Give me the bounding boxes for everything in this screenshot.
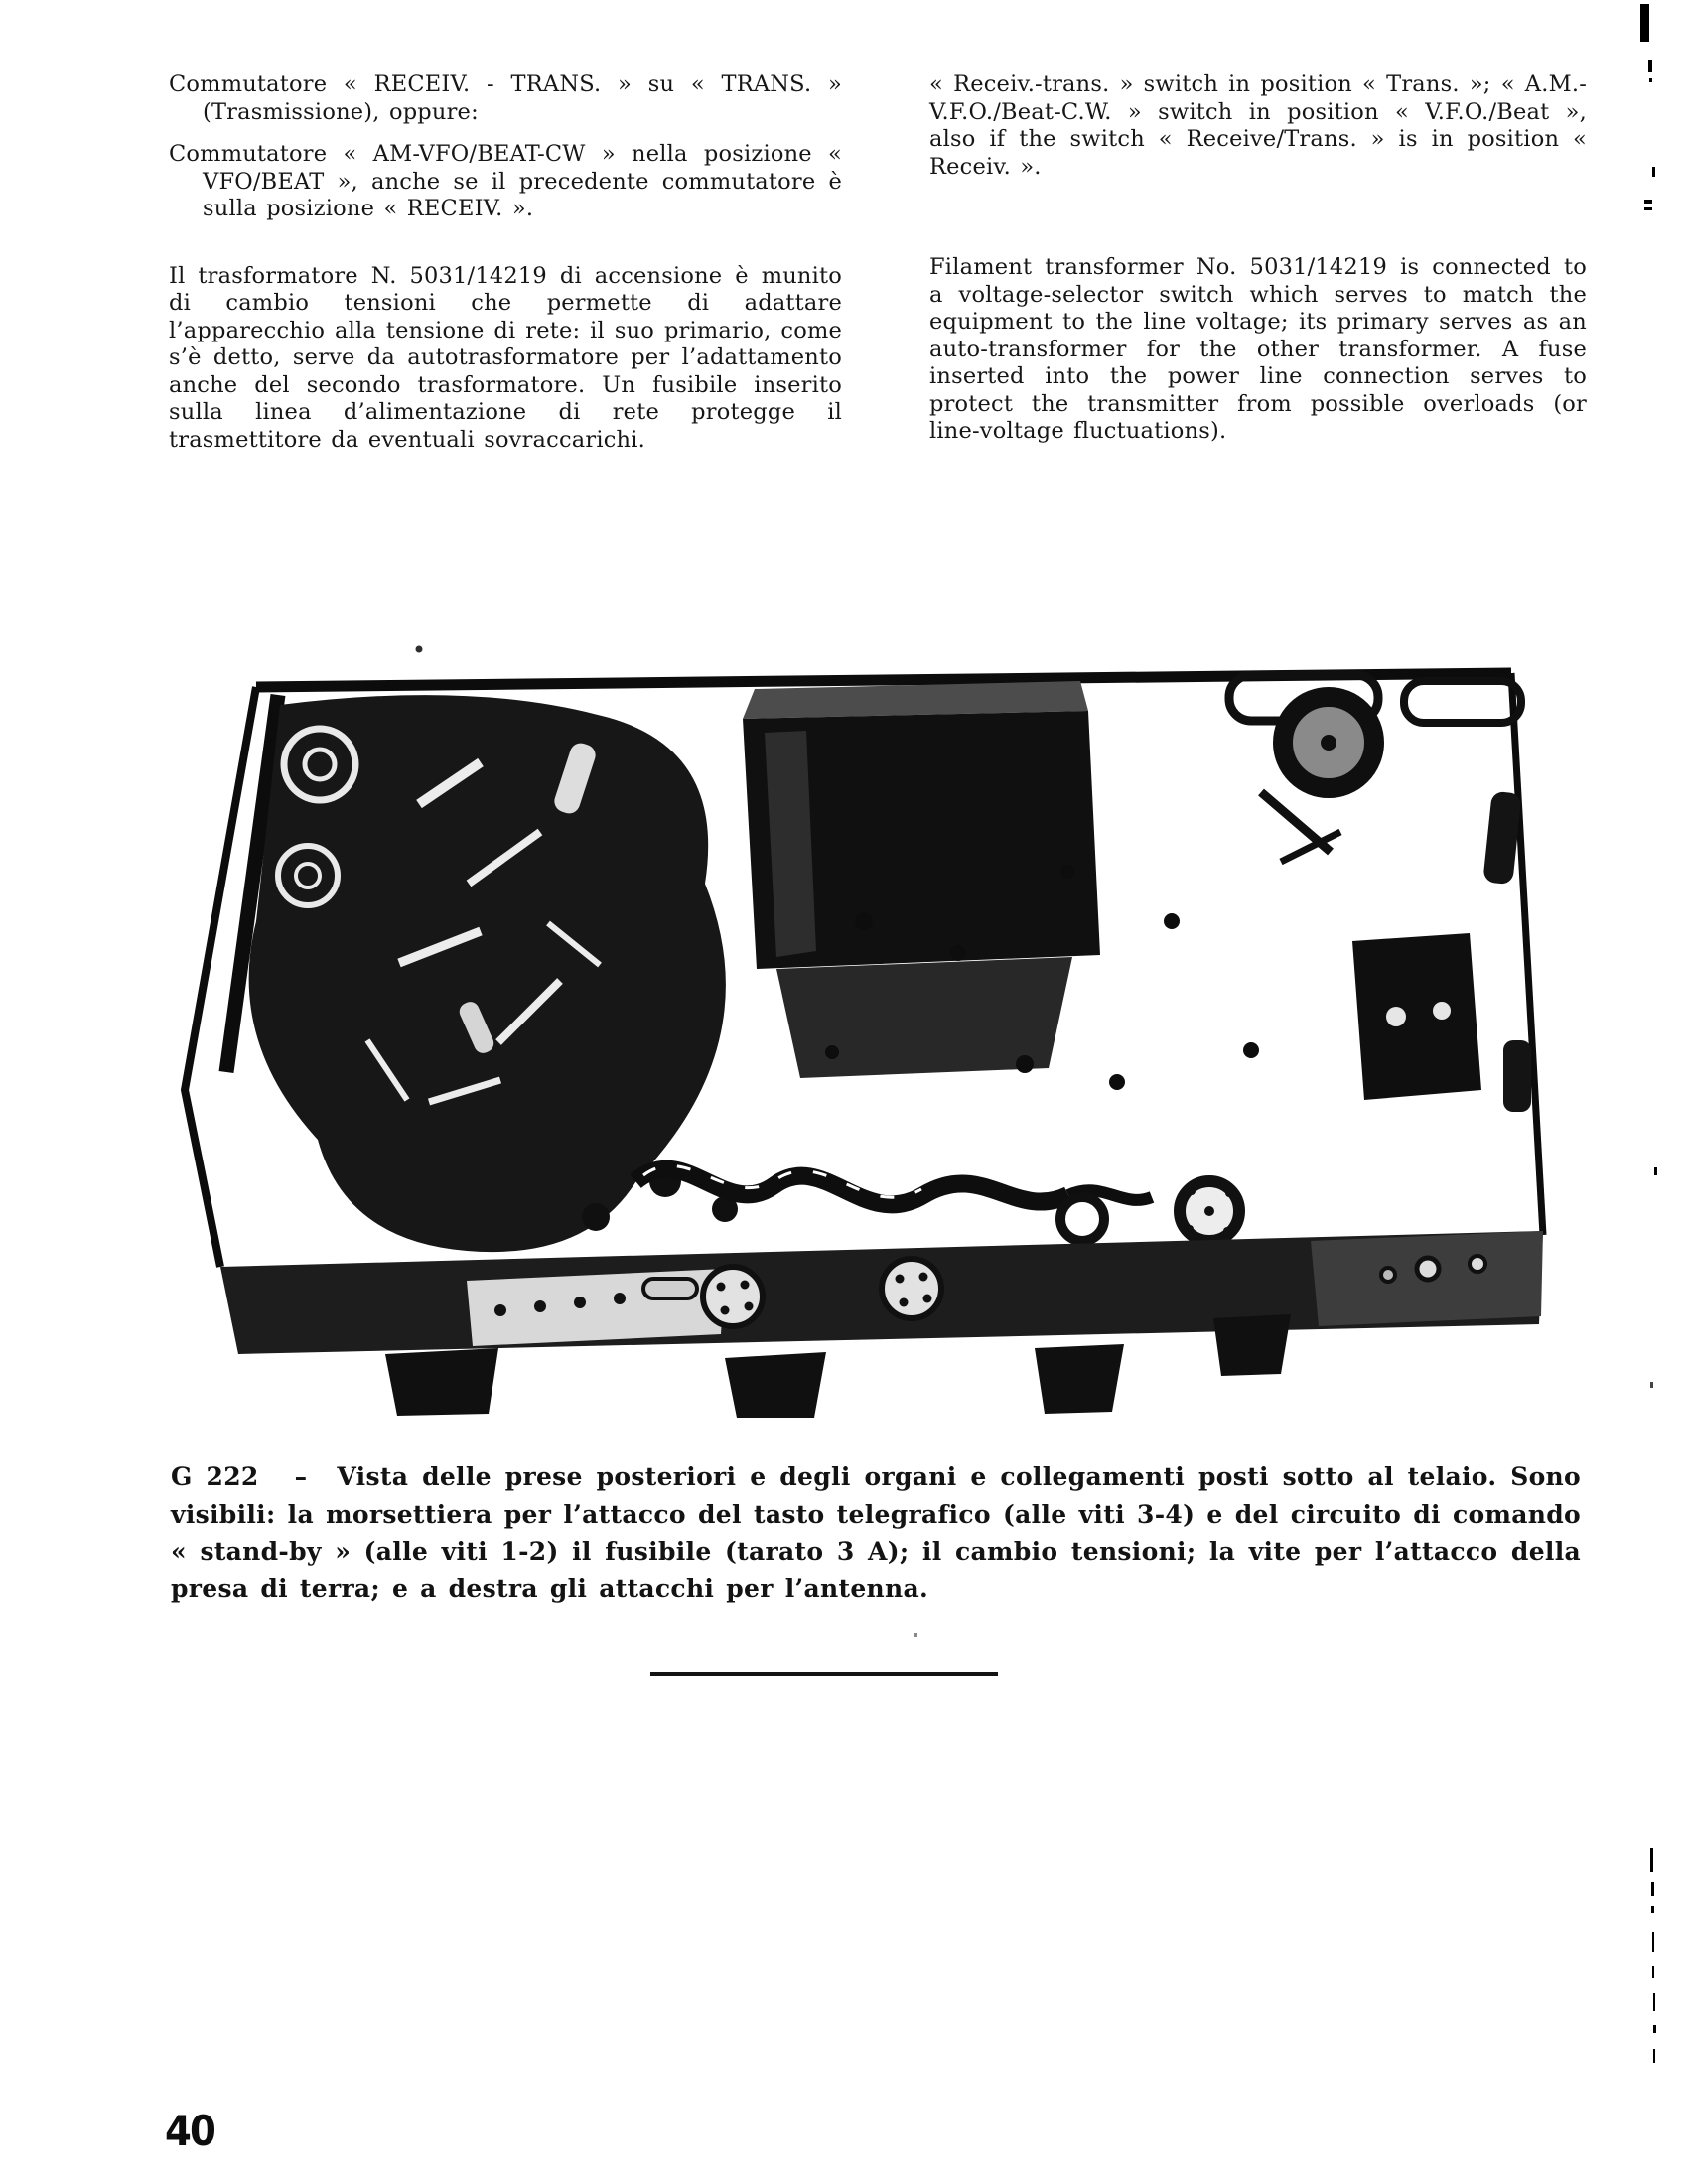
ground-screw	[1381, 1268, 1395, 1282]
scan-artifact	[1644, 207, 1652, 210]
paragraph-trasformatore: Il trasformatore N. 5031/14219 di accensione è munito di cambio tensioni che permette di adattare l’apparecchio alla tensione di rete: il suo primario, come s’è detto, serve da autotrasformatore per l’adattamento anche del secondo trasformatore. Un fusibile inserito sulla linea d’alimentazione di rete protegge il trasmettitore da eventuali sovraccarichi.	[169, 262, 842, 453]
fuse-holder	[643, 1279, 697, 1298]
scan-artifact	[1644, 200, 1652, 204]
figure-photo	[169, 623, 1551, 1420]
body-text-columns	[169, 71, 1587, 454]
antenna-terminal-2	[1470, 1256, 1485, 1272]
antenna-terminal-1	[1417, 1258, 1439, 1280]
paragraph-commutatore-am-vfo: Commutatore « AM-VFO/BEAT-CW » nella posizione « VFO/BEAT », anche se il precedente commutatore è sulla posizione « RECEIV. ».	[169, 141, 842, 221]
scan-artifact	[1653, 2049, 1655, 2063]
figure-caption-label: G 222	[171, 1462, 259, 1491]
chassis-photo-illustration	[169, 623, 1551, 1420]
scan-artifact	[914, 1633, 917, 1637]
photo-speck	[416, 646, 423, 653]
octal-socket-1	[703, 1267, 763, 1326]
paragraph-receiv-trans-switch: « Receiv.-trans. » switch in position « Trans. »; « A.M.-V.F.O./Beat-C.W. » switch in position « V.F.O./Beat », also if the switch « Receive/Trans. » is in position « Receiv. ».	[929, 71, 1587, 180]
column-english	[929, 71, 1587, 454]
scan-artifact	[1651, 1882, 1654, 1896]
scan-artifact	[1653, 2025, 1656, 2033]
scan-artifact	[1640, 4, 1649, 42]
scan-artifact	[1652, 1966, 1654, 1978]
right-component-cluster	[1060, 675, 1531, 1241]
paragraph-commutatore-receiv-trans: Commutatore « RECEIV. - TRANS. » su « TRANS. » (Trasmissione), oppure:	[169, 71, 842, 125]
column-italian	[169, 71, 842, 454]
paragraph-filament-transformer: Filament transformer No. 5031/14219 is connected to a voltage-selector switch which serves to match the equipment to the line voltage; its primary serves as an auto-transformer for the other transformer. A fuse inserted into the power line connection serves to protect the transmitter from possible overloads (or line-voltage fluctuations).	[929, 254, 1587, 444]
figure-caption-dash: –	[294, 1462, 308, 1491]
scan-artifact	[1649, 78, 1652, 82]
scan-artifact	[1651, 1906, 1654, 1913]
scan-artifact	[1653, 1993, 1655, 2011]
rear-panel	[220, 1231, 1543, 1354]
scan-artifact	[1650, 1848, 1653, 1872]
power-transformer	[743, 681, 1100, 1078]
figure-caption	[171, 1458, 1581, 1607]
page-number: 40	[165, 2107, 215, 2155]
scan-artifact	[1652, 167, 1655, 177]
octal-socket-2	[882, 1259, 941, 1318]
scan-artifact	[1652, 1932, 1654, 1952]
scan-artifact	[1650, 1382, 1653, 1388]
scan-artifact	[1648, 60, 1652, 72]
scan-artifact	[1654, 1167, 1657, 1175]
figure-caption-text: Vista delle prese posteriori e degli organi e collegamenti posti sotto al telaio. Sono visibili: la morsettiera per l’attacco del tasto telegrafico (alle viti 3-4) e del circuito di comando « stand-by » (alle viti 1-2) il fusibile (tarato 3 A); il cambio tensioni; la vite per l’attacco della presa di terra; e a destra gli attacchi per l’antenna.	[171, 1462, 1581, 1603]
section-divider	[650, 1672, 998, 1676]
